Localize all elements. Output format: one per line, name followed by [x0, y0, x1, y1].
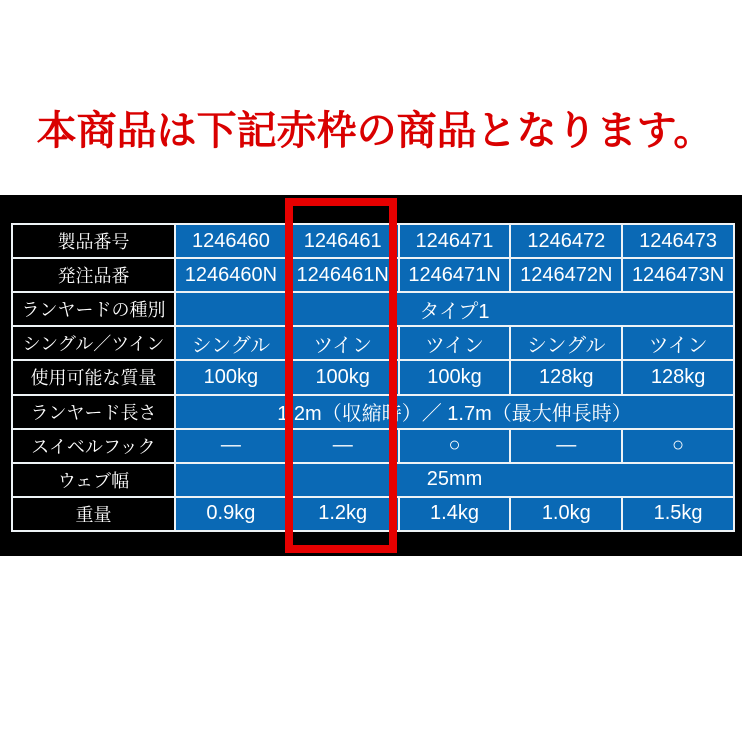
cell-value: —: [288, 430, 398, 462]
notice-heading: 本商品は下記赤枠の商品となります。: [36, 109, 714, 153]
cell-value: —: [511, 430, 621, 462]
cell-value: ツイン: [400, 327, 510, 359]
row-label: ランヤードの種別: [13, 293, 174, 325]
row-label: 使用可能な質量: [13, 361, 174, 393]
cell-value: 1246461N: [288, 259, 398, 291]
row-label: 製品番号: [13, 225, 174, 257]
cell-value: ○: [623, 430, 733, 462]
cell-value: 100kg: [176, 361, 286, 393]
cell-value: 100kg: [400, 361, 510, 393]
cell-value: 128kg: [623, 361, 733, 393]
row-label: シングル／ツイン: [13, 327, 174, 359]
cell-value: 1246472N: [511, 259, 621, 291]
spec-panel: [0, 195, 742, 556]
cell-value: 1246472: [511, 225, 621, 257]
row-label: 重量: [13, 498, 174, 530]
row-label: ウェブ幅: [13, 464, 174, 496]
cell-value: シングル: [511, 327, 621, 359]
cell-span-value: タイプ1: [176, 293, 733, 325]
cell-value: ツイン: [288, 327, 398, 359]
cell-value: 1246471N: [400, 259, 510, 291]
cell-value: 1.5kg: [623, 498, 733, 530]
cell-value: 1246460: [176, 225, 286, 257]
cell-value: 1246461: [288, 225, 398, 257]
cell-value: 1246471: [400, 225, 510, 257]
row-label: 発注品番: [13, 259, 174, 291]
cell-value: 1.2kg: [288, 498, 398, 530]
cell-value: シングル: [176, 327, 286, 359]
cell-span-value: 1.2m（収縮時）／ 1.7m（最大伸長時）: [176, 396, 733, 428]
spec-table: [11, 223, 735, 532]
row-label: スイベルフック: [13, 430, 174, 462]
cell-value: ツイン: [623, 327, 733, 359]
cell-value: ○: [400, 430, 510, 462]
cell-value: 100kg: [288, 361, 398, 393]
cell-value: 1.4kg: [400, 498, 510, 530]
cell-value: 1246473N: [623, 259, 733, 291]
cell-value: 128kg: [511, 361, 621, 393]
cell-value: 0.9kg: [176, 498, 286, 530]
row-label: ランヤード長さ: [13, 396, 174, 428]
cell-value: 1246473: [623, 225, 733, 257]
cell-span-value: 25mm: [176, 464, 733, 496]
cell-value: 1.0kg: [511, 498, 621, 530]
cell-value: 1246460N: [176, 259, 286, 291]
cell-value: —: [176, 430, 286, 462]
